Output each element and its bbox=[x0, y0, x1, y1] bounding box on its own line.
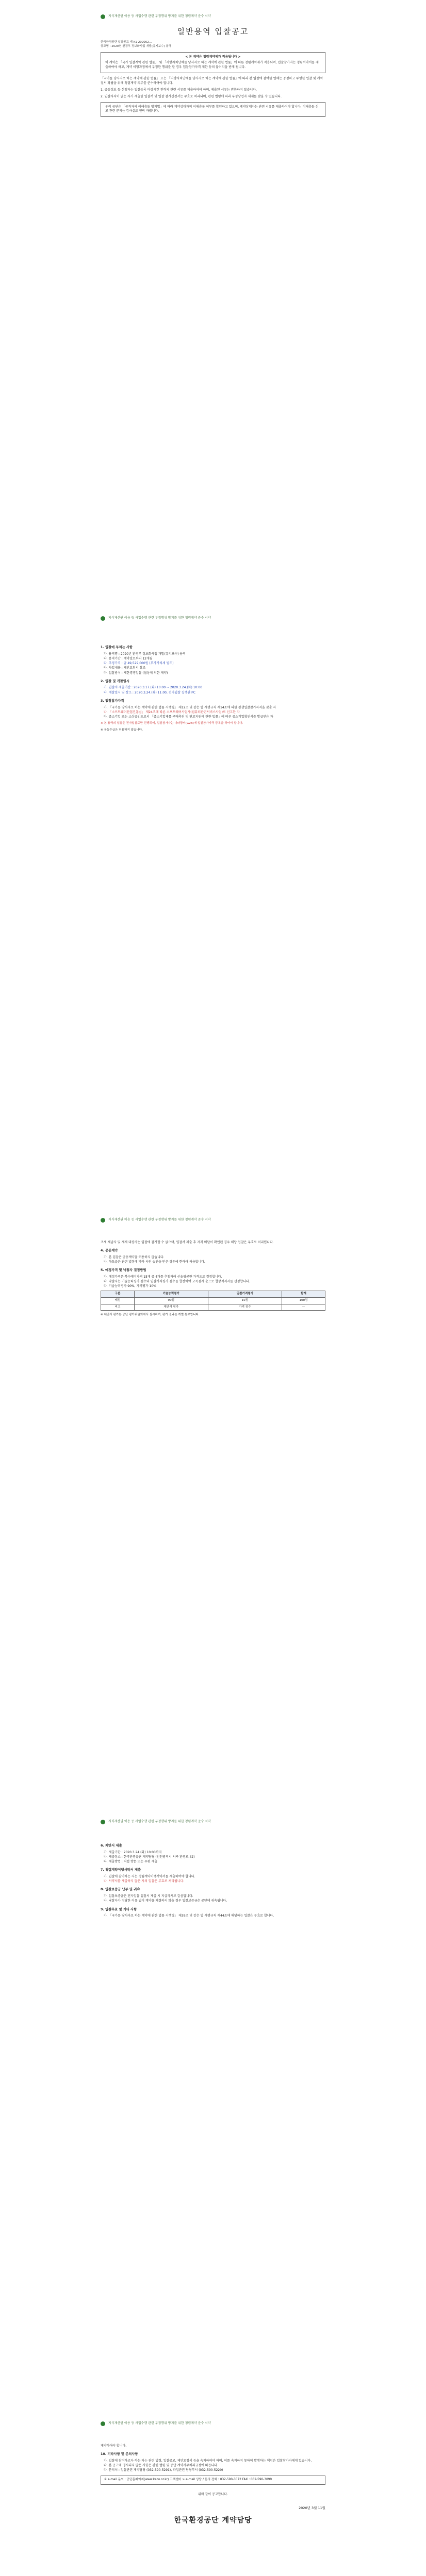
box-text: 우리 공단은 「공직자의 이해충돌 방지법」에 따라 계약상대자의 이해충돌 여부를 확인하고 있으며, 계약상대자는 관련 서류를 제출하여야 합니다. 이해충돌 신고 관련 문의는 감사실로 연락 바랍니다. bbox=[105, 105, 319, 113]
table-header: 기술능력평가 bbox=[134, 1291, 208, 1298]
section-item: 마. 입찰방식 : 제한경쟁입찰 (협상에 의한 계약) bbox=[104, 671, 168, 675]
paragraph: 「국가를 당사자로 하는 계약에 관한 법률」 또는 「지방자치단체를 당사자로 하는 계약에 관한 법률」에 따라 본 입찰에 참여한 업체는 공정하고 투명한 입찰 및 계약 질서 확립을 위해 청렴계약 의무를 준수하여야 합니다. bbox=[101, 76, 323, 85]
section-item: 다. 기술능력평가 90%, 가격평가 10% bbox=[104, 1284, 156, 1289]
paragraph: 1. 공동정보 등 신청자는 입찰등록 마감시간 전까지 관련 서류를 제출하여야 하며, 제출된 서류는 반환하지 않습니다. bbox=[101, 88, 257, 92]
box-heading: < 본 계약은 청렴계약제가 적용됩니다 > bbox=[185, 55, 241, 59]
table-cell: 배점 bbox=[101, 1298, 135, 1304]
stamp-icon bbox=[101, 616, 105, 621]
table-cell: — bbox=[282, 1304, 325, 1311]
stamp-text: 지식재산권 이용 등 사업수행 관련 부정행위 방지를 위한 청렴계약 준수 서약 bbox=[108, 616, 211, 620]
conflict-box bbox=[101, 102, 325, 117]
section-item: 나. 하도급은 관련 법령에 따라 사전 승인을 받은 경우에 한하여 허용합니다. bbox=[104, 1260, 205, 1264]
section-heading: 10. 기타사항 및 문의사항 bbox=[101, 2452, 138, 2456]
section-heading: 3. 입찰참가자격 bbox=[101, 699, 124, 703]
section-heading: 4. 공동계약 bbox=[101, 1249, 118, 1252]
integrity-box bbox=[101, 52, 325, 73]
section-item: 가. 「국가를 당사자로 하는 계약에 관한 법률 시행령」 제39조 및 같은 법 시행규칙 제44조에 해당하는 입찰은 무효로 합니다. bbox=[104, 1914, 274, 1918]
section-heading: 9. 입찰무효 및 기타 사항 bbox=[101, 1907, 137, 1911]
section-item: 나. 개찰일시 및 장소 : 2020.3.24.(화) 11:00, 전자입찰 집행관 PC bbox=[104, 690, 195, 694]
section-heading: 7. 청렴계약이행서약서 제출 bbox=[101, 1868, 141, 1872]
page-2 bbox=[0, 602, 426, 1204]
section-heading: 8. 입찰보증금 납부 및 귀속 bbox=[101, 1888, 140, 1892]
page-stamp bbox=[101, 0, 325, 19]
note: ※ 제안서 평가는 공단 평가위원회에서 실시하며, 평가 결과는 개별 통보합니다. bbox=[101, 1313, 200, 1317]
issuing-org: 한국환경공단 계약담당 bbox=[174, 2516, 252, 2524]
paragraph: 조세 체납자 및 제재 대상자는 입찰에 참가할 수 없으며, 입찰서 제출 후 자격 미달이 확인된 경우 해당 입찰은 무효로 처리됩니다. bbox=[101, 1241, 274, 1244]
page-stamp bbox=[101, 602, 325, 621]
page-5 bbox=[0, 2407, 426, 2576]
contact-box: ※ e-mail 문의 : 공단홈페이지(www.keco.or.kr) 고객센터 > e-mail 상담 / 문의 전화 : 032-590-3072 FAX : 032-590-3099 bbox=[101, 2476, 325, 2485]
box-text: 이 계약은 「국가 입찰계약 관련 법률」 및 「지방자치단체를 당사자로 하는 계약에 관한 법률」에 따른 청렴계약제가 적용되며, 입찰참가자는 청렴서약서를 제출하여야 하고, 계약 이행과정에서 부정한 행위를 할 경우 입찰참가자격 제한 등의 불이익을 받게 됩니다. bbox=[105, 61, 319, 69]
page-3 bbox=[0, 1204, 426, 1805]
section-item: 가. 「국가를 당사자로 하는 계약에 관한 법률 시행령」 제12조 및 같은 법 시행규칙 제14조에 의한 경쟁입찰참가자격을 갖춘 자 bbox=[104, 705, 276, 709]
section-item: 다. 문의처 : 입찰관련 계약담당 (032-590-5291), 과업관련 담당부서 (032-590-5220) bbox=[104, 2468, 223, 2472]
section-item: 나. 용역기간 : 계약일로부터 12개월 bbox=[104, 656, 153, 660]
notice-date: 2020년 3월 11일 bbox=[299, 2506, 325, 2511]
page-stamp bbox=[101, 2407, 325, 2426]
stamp-text: 지식재산권 이용 등 사업수행 관련 부정행위 방지를 위한 청렴계약 준수 서약 bbox=[108, 14, 211, 19]
paragraph: 2. 입찰자격이 없는 자가 제출한 입찰서 및 입찰 참가신청서는 무효로 처리되며, 관련 법령에 따라 부정당업자 제재를 받을 수 있습니다. bbox=[101, 94, 282, 98]
stamp-icon bbox=[101, 14, 105, 19]
stamp-text: 지식재산권 이용 등 사업수행 관련 부정행위 방지를 위한 청렴계약 준수 서약 bbox=[108, 2421, 211, 2426]
section-item: 다. 중소기업 또는 소상공인으로서 「중소기업제품 구매촉진 및 판로지원에 관한 법률」에 따른 중소기업확인서를 발급받은 자 bbox=[104, 715, 273, 719]
table-row bbox=[101, 1298, 325, 1304]
section-item: 가. 입찰에 참가하는 자는 청렴계약이행서약서를 제출하여야 합니다. bbox=[104, 1874, 195, 1878]
table-header: 합계 bbox=[282, 1291, 325, 1298]
table-cell: 가격 점수 bbox=[208, 1304, 282, 1311]
section-item: 나. 「소프트웨어산업진흥법」 제24조에 따른 소프트웨어사업자(컴퓨터관련서비스사업)로 신고한 자 bbox=[104, 710, 240, 714]
note: ※ 공동수급은 허용하지 않습니다. bbox=[101, 728, 143, 732]
stamp-icon bbox=[101, 1218, 105, 1223]
stamp-text: 지식재산권 이용 등 사업수행 관련 부정행위 방지를 위한 청렴계약 준수 서약 bbox=[108, 1218, 211, 1222]
table-cell: 비고 bbox=[101, 1304, 135, 1311]
table-header: 구분 bbox=[101, 1291, 135, 1298]
section-item: 가. 본 입찰은 공동계약을 허용하지 않습니다. bbox=[104, 1255, 165, 1259]
section-heading: 5. 예정가격 및 낙찰자 결정방법 bbox=[101, 1268, 146, 1273]
notice-meta bbox=[101, 41, 325, 48]
closing-text: 위와 같이 공고합니다. bbox=[198, 2493, 228, 2497]
table-row bbox=[101, 1304, 325, 1311]
section-item: 가. 입찰보증금은 전자입찰 입찰서 제출 시 지급각서로 갈음합니다. bbox=[104, 1894, 193, 1898]
paragraph: 계약하여야 합니다. bbox=[101, 2444, 127, 2448]
meta-line: 공고명 : 2020년 환경부 정보화사업 개발(유지보수) 용역 bbox=[101, 44, 171, 48]
section-item: 나. 본 공고에 명시되지 않은 사항은 관련 법령 및 공단 계약사무처리규정에 따릅니다. bbox=[104, 2463, 218, 2467]
section-item: 다. 제출방법 : 직접 방문 또는 우편 제출 bbox=[104, 1860, 158, 1864]
section-item: 가. 입찰에 참여하고자 하는 자는 관련 법령, 입찰공고, 제안요청서 등을 숙지하여야 하며, 이를 숙지하지 못하여 발생하는 책임은 입찰참가자에게 있습니다. bbox=[104, 2459, 312, 2463]
table-cell: 10점 bbox=[208, 1298, 282, 1304]
section-item: 가. 입찰서 제출기간 : 2020.3.17.(화) 10:00 ~ 2020.3.24.(화) 10:00 bbox=[104, 686, 203, 690]
note: ※ 본 용역의 입찰은 전자입찰로만 진행되며, 입찰참가자는 나라장터(G2B)에 입찰참가자격 등록을 하여야 합니다. bbox=[101, 722, 243, 725]
section-item: 가. 제출기한 : 2020.3.24.(화) 10:00까지 bbox=[104, 1850, 162, 1854]
table-cell: 100점 bbox=[282, 1298, 325, 1304]
table-cell: 90점 bbox=[134, 1298, 208, 1304]
page-1 bbox=[0, 0, 426, 602]
section-item: 나. 제출장소 : 한국환경공단 계약담당 (인천광역시 서구 환경로 42) bbox=[104, 1855, 195, 1859]
section-item: 나. 낙찰자는 기술능력평가 점수와 입찰가격평가 점수를 합산하여 고득점자 순으로 협상적격자를 선정합니다. bbox=[104, 1279, 250, 1283]
section-item: 가. 예정가격은 복수예비가격 15개 중 4개를 추첨하여 산술평균한 가격으로 결정합니다. bbox=[104, 1275, 222, 1279]
meta-line: 한국환경공단 입찰공고 제 K1-202002… bbox=[101, 41, 152, 44]
section-item: 가. 용역명 : 2020년 환경부 정보화사업 개발(유지보수) 용역 bbox=[104, 652, 186, 656]
section-heading: 1. 입찰에 부치는 사항 bbox=[101, 646, 133, 649]
page-title: 일반용역 입찰공고 bbox=[177, 27, 249, 36]
section-item: 나. 서약서를 제출하지 않은 자의 입찰은 무효로 처리됩니다. bbox=[104, 1879, 185, 1884]
section-item: 나. 낙찰자가 정당한 이유 없이 계약을 체결하지 않을 경우 입찰보증금은 공단에 귀속됩니다. bbox=[104, 1899, 227, 1903]
section-item: 다. 추정가격 : 금 49,529,000원 (부가가치세 별도) bbox=[104, 662, 174, 666]
stamp-text: 지식재산권 이용 등 사업수행 관련 부정행위 방지를 위한 청렴계약 준수 서약 bbox=[108, 1820, 211, 1824]
section-heading: 2. 입찰 및 개찰일시 bbox=[101, 679, 129, 683]
table-cell: 제안서 평가 bbox=[134, 1304, 208, 1311]
section-item: 라. 사업내용 : 제안요청서 참조 bbox=[104, 666, 146, 670]
section-heading: 6. 제안서 제출 bbox=[101, 1844, 122, 1848]
page-stamp bbox=[101, 1204, 325, 1223]
stamp-icon bbox=[101, 1820, 105, 1824]
page-4 bbox=[0, 1805, 426, 2407]
evaluation-table bbox=[101, 1291, 325, 1311]
table-header: 입찰가격평가 bbox=[208, 1291, 282, 1298]
page-stamp bbox=[101, 1805, 325, 1824]
stamp-icon bbox=[101, 2421, 105, 2426]
